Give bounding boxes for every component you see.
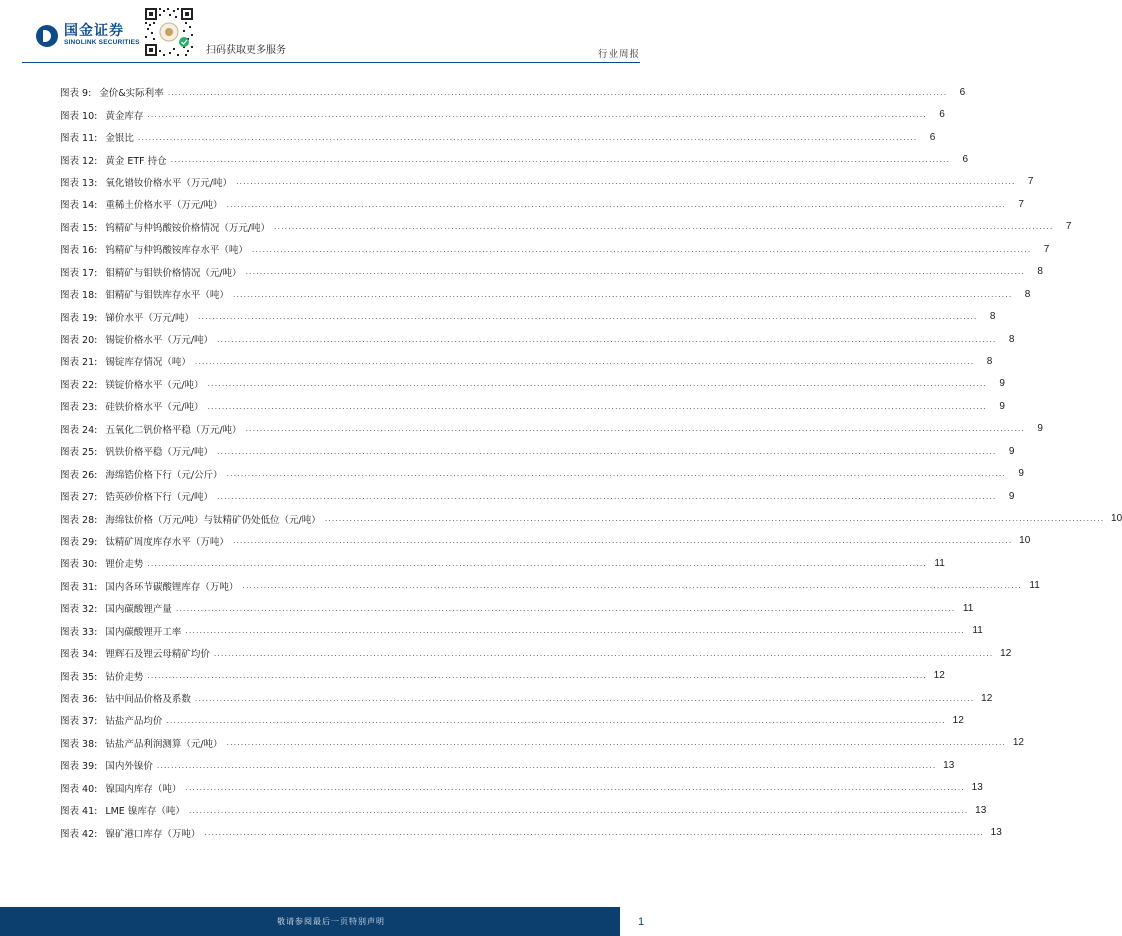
toc-entry[interactable]: [60, 777, 983, 799]
toc-entry-label: 图表 11:: [60, 133, 98, 145]
toc-entry-label: 图表 27:: [60, 492, 98, 504]
toc-entry-title: 锆英砂价格下行（元/吨）: [105, 492, 214, 504]
toc-dot-leader: ............................................................................................................................................................................................................................: [194, 356, 975, 366]
toc-entry-title: 锡锭价格水平（万元/吨）: [105, 335, 214, 347]
toc-entry-title: 黄金 ETF 持仓: [105, 155, 167, 167]
toc-dot-leader: ............................................................................................................................................................................................................................: [213, 648, 994, 658]
toc-dot-leader: ............................................................................................................................................................................................................................: [207, 401, 987, 411]
toc-dot-leader: ............................................................................................................................................................................................................................: [204, 828, 984, 838]
toc-entry[interactable]: [60, 687, 993, 709]
toc-entry-page: 9: [1037, 423, 1043, 435]
toc-entry-page: 6: [959, 86, 966, 98]
toc-entry-title: 钴盐产品利润测算（元/吨）: [105, 738, 223, 750]
toc-dot-leader: ............................................................................................................................................................................................................................: [207, 379, 987, 389]
toc-entry[interactable]: [60, 216, 1072, 238]
toc-entry[interactable]: [60, 126, 936, 148]
logo-en-text: SINOLINK SECURITIES: [64, 39, 140, 46]
toc-entry-page: 9: [1008, 445, 1015, 457]
toc-entry-page: 9: [1008, 490, 1015, 502]
toc-entry-label: 图表 12:: [60, 155, 98, 167]
toc-entry-title: 钴价走势: [105, 671, 144, 683]
toc-entry-page: 9: [999, 378, 1005, 390]
toc-entry-title: 金银比: [105, 133, 134, 145]
toc-entry-title: LME 镍库存（吨）: [105, 806, 185, 818]
section-label: 行业周报: [597, 49, 640, 60]
toc-entry-label: 图表 35:: [60, 671, 98, 683]
toc-entry-label: 图表 19:: [60, 312, 98, 324]
toc-entry-label: 图表 29:: [60, 536, 98, 548]
toc-dot-leader: ............................................................................................................................................................................................................................: [242, 581, 1022, 591]
toc-entry[interactable]: [60, 799, 987, 821]
toc-entry-label: 图表 34:: [60, 649, 98, 661]
toc-entry[interactable]: [60, 148, 969, 170]
toc-entry-title: 国内外镍价: [105, 761, 153, 773]
qr-code-icon[interactable]: [143, 6, 195, 58]
toc-entry-label: 图表 23:: [60, 402, 98, 414]
toc-entry-page: 6: [939, 109, 945, 121]
toc-entry-label: 图表 32:: [60, 604, 98, 616]
toc-entry-label: 图表 37:: [60, 716, 98, 728]
toc-entry-title: 钴盐产品均价: [105, 716, 163, 728]
toc-entry-label: 图表 28:: [60, 514, 98, 526]
toc-entry-page: 12: [1012, 737, 1024, 749]
toc-dot-leader: ............................................................................................................................................................................................................................: [170, 155, 951, 165]
toc-entry-label: 图表 42:: [60, 828, 98, 840]
toc-entry-page: 13: [975, 804, 987, 816]
toc-entry[interactable]: [60, 81, 966, 103]
logo-cn-text: 国金证券: [64, 23, 124, 39]
toc-entry-title: 海绵钛价格（万元/吨）与钛精矿仍处低位（元/吨）: [105, 514, 321, 526]
toc-entry[interactable]: [60, 732, 1024, 754]
toc-entry-label: 图表 40:: [60, 783, 98, 795]
toc-entry-page: 8: [1008, 333, 1015, 345]
toc-entry-page: 7: [1018, 198, 1024, 210]
toc-entry[interactable]: [60, 418, 1043, 440]
toc-entry-page: 11: [972, 625, 983, 637]
toc-entry-page: 13: [990, 827, 1002, 839]
toc-entry-label: 图表 21:: [60, 357, 98, 369]
toc-entry[interactable]: [60, 597, 974, 619]
toc-entry-page: 8: [1024, 288, 1031, 300]
toc-entry-title: 锑价水平（万元/吨）: [105, 312, 195, 324]
toc-dot-leader: ............................................................................................................................................................................................................................: [226, 199, 1006, 209]
toc-entry[interactable]: [60, 709, 964, 731]
toc-entry[interactable]: [60, 328, 1015, 350]
toc-entry-label: 图表 26:: [60, 469, 98, 481]
toc-entry-page: 12: [1000, 647, 1012, 659]
toc-entry-page: 11: [1029, 580, 1040, 592]
toc-entry-title: 锡锭库存情况（吨）: [105, 357, 191, 369]
toc-entry-label: 图表 39:: [60, 761, 98, 773]
toc-entry[interactable]: [60, 575, 1040, 597]
toc-entry[interactable]: [60, 530, 1031, 552]
toc-entry-page: 6: [962, 154, 969, 166]
toc-entry-label: 图表 14:: [60, 200, 98, 212]
toc-entry[interactable]: [60, 440, 1015, 462]
toc-entry-title: 钼精矿与钼铁价格情况（元/吨）: [105, 267, 242, 279]
toc-entry-label: 图表 20:: [60, 335, 98, 347]
toc-entry-label: 图表 33:: [60, 626, 98, 638]
toc-dot-leader: ............................................................................................................................................................................................................................: [147, 671, 927, 681]
toc-dot-leader: ............................................................................................................................................................................................................................: [245, 267, 1025, 277]
toc-dot-leader: ............................................................................................................................................................................................................................: [236, 177, 1016, 187]
qr-caption: 扫码获取更多服务: [206, 45, 286, 56]
toc-dot-leader: ............................................................................................................................................................................................................................: [245, 424, 1025, 434]
toc-entry[interactable]: [60, 620, 983, 642]
toc-entry-title: 钨精矿与仲钨酸铵价格情况（万元/吨）: [105, 222, 271, 234]
toc-entry-label: 图表 36:: [60, 694, 98, 706]
toc-entry-title: 钒铁价格平稳（万元/吨）: [105, 447, 214, 459]
toc-entry-title: 钼精矿与钼铁库存水平（吨）: [105, 290, 229, 302]
toc-entry[interactable]: [60, 171, 1034, 193]
toc-entry[interactable]: [60, 754, 955, 776]
toc-entry-label: 图表 18:: [60, 290, 98, 302]
toc-dot-leader: ............................................................................................................................................................................................................................: [232, 289, 1013, 299]
toc-entry-title: 国内碳酸锂开工率: [105, 626, 182, 638]
toc-entry-title: 金价&实际利率: [99, 88, 164, 100]
toc-dot-leader: ............................................................................................................................................................................................................................: [198, 312, 978, 322]
toc-entry-title: 镍国内库存（吨）: [105, 783, 182, 795]
toc-dot-leader: ............................................................................................................................................................................................................................: [137, 132, 918, 142]
toc-entry-label: 图表 13:: [60, 177, 98, 189]
toc-entry-page: 11: [934, 557, 945, 569]
toc-dot-leader: ............................................................................................................................................................................................................................: [167, 87, 948, 97]
toc-dot-leader: ............................................................................................................................................................................................................................: [217, 491, 997, 501]
toc-entry-title: 黄金库存: [105, 110, 144, 122]
toc-dot-leader: ............................................................................................................................................................................................................................: [188, 805, 969, 815]
toc-dot-leader: ............................................................................................................................................................................................................................: [185, 783, 965, 793]
toc-entry-label: 图表 31:: [60, 581, 98, 593]
toc-entry-label: 图表 24:: [60, 424, 98, 436]
sinolink-logo: [36, 24, 140, 47]
toc-entry-page: 12: [933, 670, 945, 682]
toc-entry-title: 国内碳酸锂产量: [105, 604, 172, 616]
toc-entry[interactable]: [60, 664, 945, 686]
toc-entry[interactable]: [60, 485, 1015, 507]
toc-entry-label: 图表 41:: [60, 806, 98, 818]
toc-dot-leader: ............................................................................................................................................................................................................................: [226, 738, 1006, 748]
toc-entry-page: 12: [981, 692, 993, 704]
toc-entry-title: 国内各环节碳酸锂库存（万吨）: [105, 581, 239, 593]
sinolink-logo-icon: [36, 25, 58, 47]
toc-entry-page: 7: [1027, 176, 1034, 188]
toc-entry-page: 6: [929, 131, 936, 143]
toc-entry-page: 10: [1019, 535, 1031, 547]
toc-entry-page: 8: [986, 355, 993, 367]
toc-entry-title: 氧化镨钕价格水平（万元/吨）: [105, 177, 233, 189]
toc-entry-title: 硅铁价格水平（元/吨）: [105, 402, 204, 414]
toc-entry-title: 锂价走势: [105, 559, 144, 571]
toc-entry[interactable]: [60, 238, 1050, 260]
page-number: 1: [620, 907, 662, 936]
toc-entry-label: 图表 10:: [60, 110, 98, 122]
toc-dot-leader: ............................................................................................................................................................................................................................: [147, 110, 927, 120]
toc-entry-label: 图表 16:: [60, 245, 98, 257]
toc-entry[interactable]: [60, 462, 1024, 484]
toc-entry-page: 10: [1111, 513, 1122, 525]
toc-entry[interactable]: [60, 261, 1043, 283]
toc-entry[interactable]: [60, 193, 1024, 215]
toc-entry-page: 8: [989, 311, 996, 323]
toc-entry[interactable]: [60, 373, 1005, 395]
toc-entry[interactable]: [60, 305, 996, 327]
toc-entry-label: 图表 15:: [60, 222, 98, 234]
toc-dot-leader: ............................................................................................................................................................................................................................: [156, 760, 937, 770]
page-header: [0, 0, 662, 64]
toc-entry-page: 13: [943, 759, 955, 771]
toc-entry[interactable]: [60, 395, 1005, 417]
toc-dot-leader: ............................................................................................................................................................................................................................: [185, 626, 965, 636]
toc-entry-title: 五氧化二钒价格平稳（万元/吨）: [105, 424, 242, 436]
toc-dot-leader: ............................................................................................................................................................................................................................: [324, 514, 1105, 524]
toc-entry-title: 锂辉石及锂云母精矿均价: [105, 649, 210, 661]
toc-dot-leader: ............................................................................................................................................................................................................................: [166, 715, 946, 725]
toc-entry[interactable]: [60, 821, 1002, 843]
footer-disclaimer: 敬请参阅最后一页特别声明: [277, 917, 385, 926]
toc-entry[interactable]: [60, 552, 945, 574]
toc-entry-title: 镁锭价格水平（元/吨）: [105, 379, 204, 391]
toc-entry-title: 重稀土价格水平（万元/吨）: [105, 200, 223, 212]
toc-entry-title: 钛精矿周度库存水平（万吨）: [105, 536, 229, 548]
toc-dot-leader: ............................................................................................................................................................................................................................: [175, 603, 956, 613]
header-divider: [22, 62, 640, 63]
toc-entry[interactable]: [60, 642, 1012, 664]
toc-entry[interactable]: [60, 350, 993, 372]
toc-dot-leader: ............................................................................................................................................................................................................................: [251, 244, 1032, 254]
toc-entry-label: 图表 30:: [60, 559, 98, 571]
toc-entry-label: 图表 9:: [60, 88, 92, 100]
toc-entry-title: 镍矿港口库存（万吨）: [105, 828, 201, 840]
figure-table-of-contents: [60, 81, 1122, 844]
toc-entry-page: 13: [971, 782, 983, 794]
toc-dot-leader: ............................................................................................................................................................................................................................: [217, 446, 997, 456]
toc-entry-page: 7: [1043, 243, 1050, 255]
toc-entry-label: 图表 17:: [60, 267, 98, 279]
page-footer: [0, 907, 662, 936]
toc-entry-label: 图表 22:: [60, 379, 98, 391]
toc-entry-label: 图表 38:: [60, 738, 98, 750]
toc-entry-page: 7: [1065, 221, 1072, 233]
toc-entry[interactable]: [60, 283, 1031, 305]
toc-entry-page: 11: [962, 602, 974, 614]
toc-entry-page: 9: [999, 400, 1005, 412]
toc-entry[interactable]: [60, 103, 945, 125]
toc-dot-leader: ............................................................................................................................................................................................................................: [274, 222, 1054, 232]
toc-entry-page: 9: [1018, 468, 1024, 480]
toc-entry-page: 8: [1037, 266, 1043, 278]
toc-dot-leader: ............................................................................................................................................................................................................................: [147, 558, 927, 568]
toc-entry-title: 钴中间品价格及系数: [105, 694, 191, 706]
toc-entry-title: 海绵锆价格下行（元/公斤）: [105, 469, 223, 481]
toc-entry-title: 钨精矿与仲钨酸铵库存水平（吨）: [105, 245, 248, 257]
toc-dot-leader: ............................................................................................................................................................................................................................: [226, 469, 1006, 479]
toc-dot-leader: ............................................................................................................................................................................................................................: [232, 536, 1013, 546]
toc-entry-label: 图表 25:: [60, 447, 98, 459]
toc-dot-leader: ............................................................................................................................................................................................................................: [217, 334, 997, 344]
toc-dot-leader: ............................................................................................................................................................................................................................: [194, 693, 975, 703]
toc-entry[interactable]: [60, 507, 1122, 529]
toc-entry-page: 12: [952, 714, 964, 726]
